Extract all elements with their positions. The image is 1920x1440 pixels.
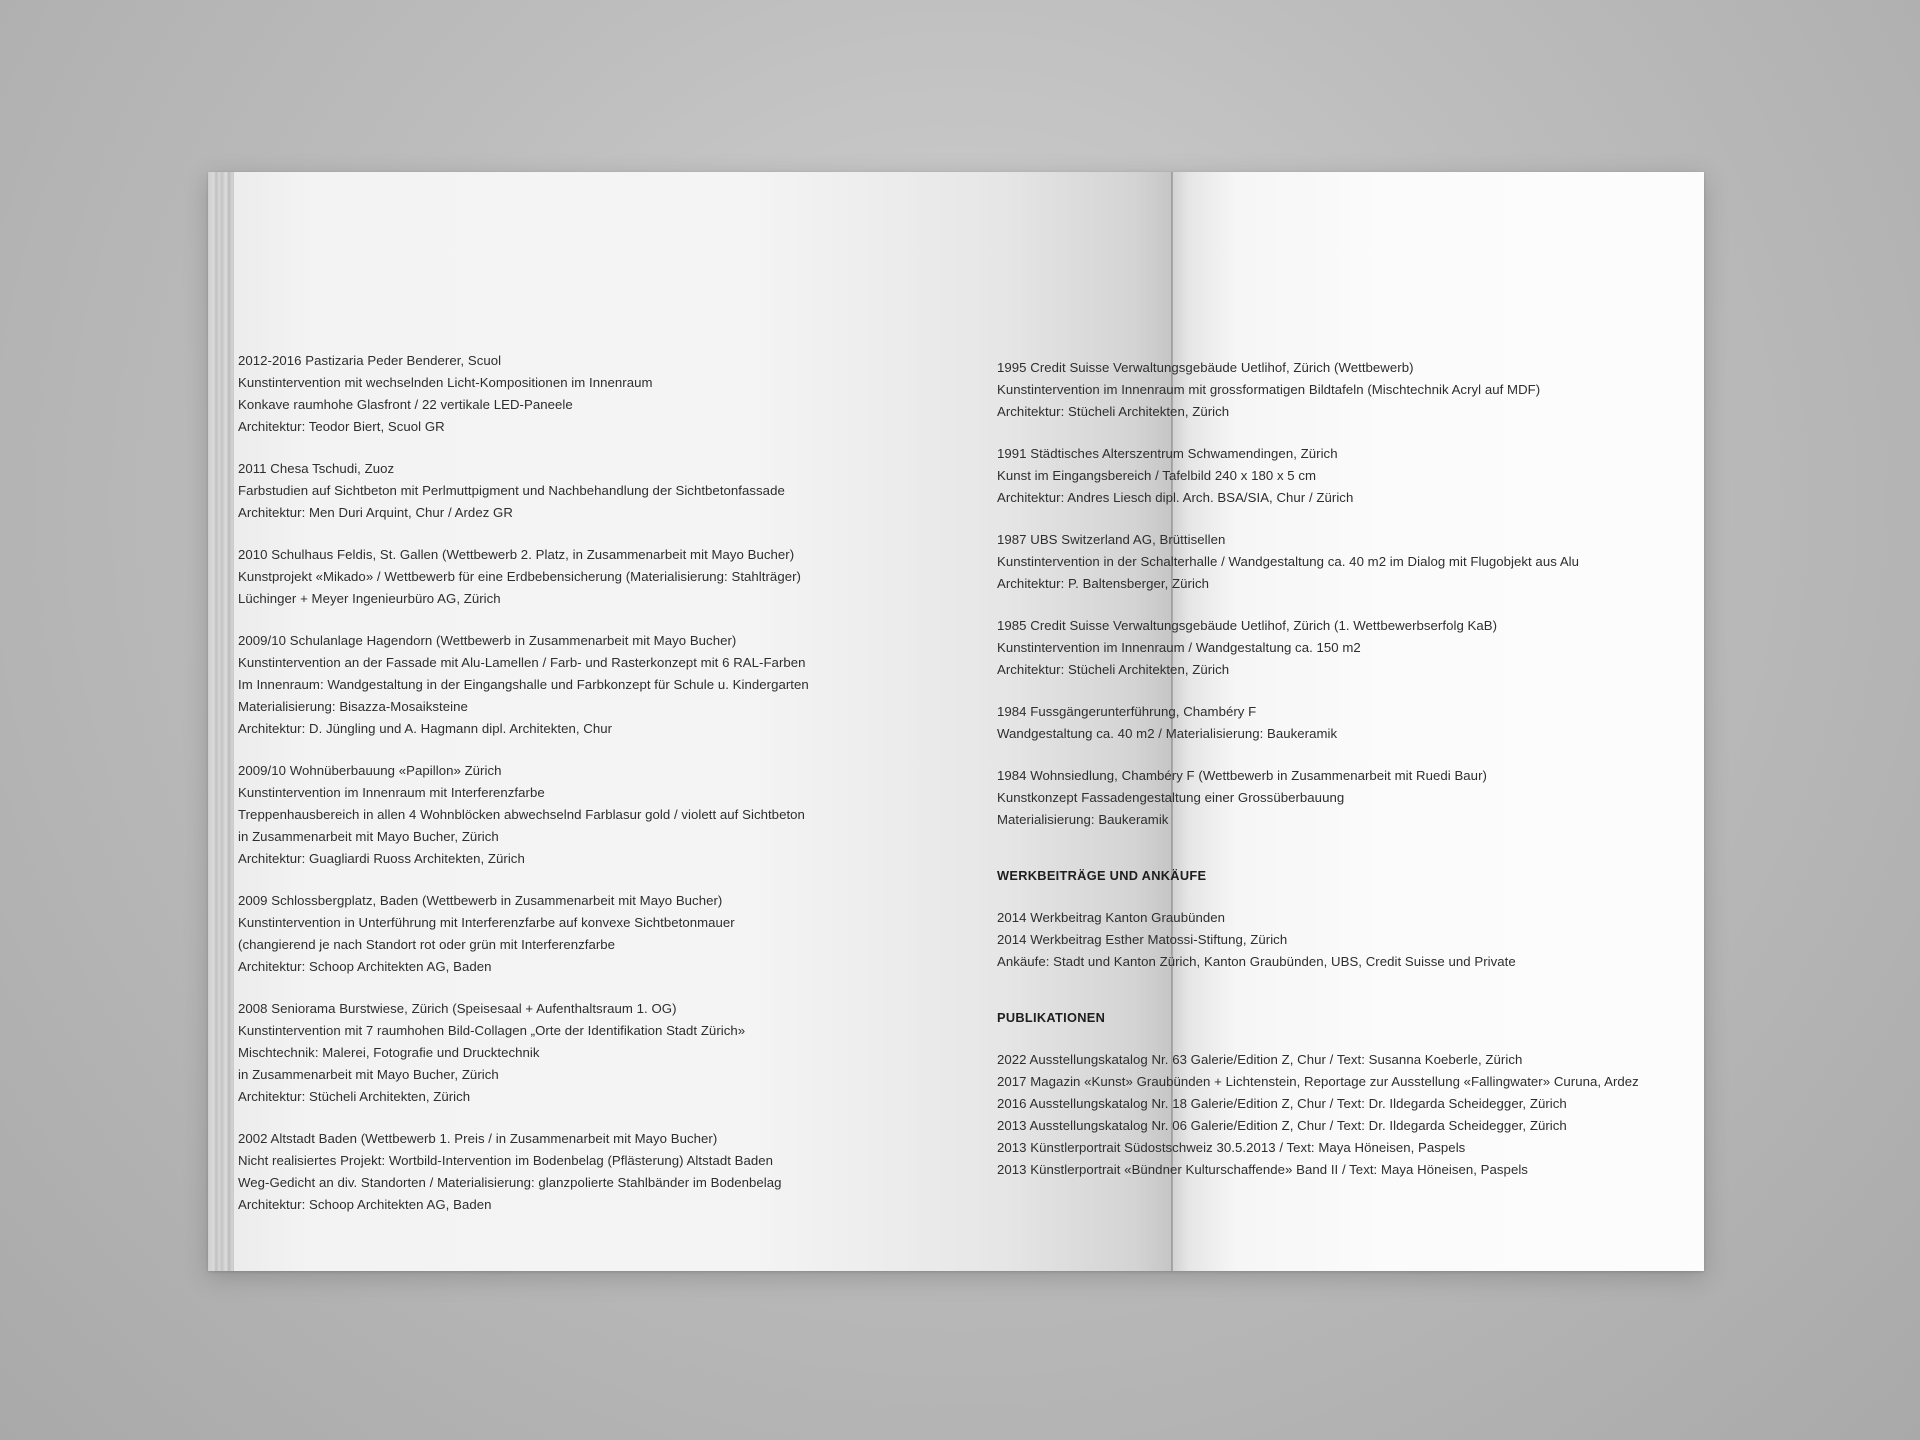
- entry-line: Materialisierung: Bisazza-Mosaiksteine: [238, 699, 468, 714]
- project-entry: [238, 544, 938, 610]
- entry-line: Kunstprojekt «Mikado» / Wettbewerb für eine Erdbebensicherung (Materialisierung: Stahlträger): [238, 569, 801, 584]
- entry-title: 2012-2016 Pastizaria Peder Benderer, Scuol: [238, 353, 502, 368]
- right-page-column: [997, 357, 1687, 1201]
- list-item: Ankäufe: Stadt und Kanton Zürich, Kanton Graubünden, UBS, Credit Suisse und Private: [997, 954, 1516, 969]
- entry-line: Weg-Gedicht an div. Standorten / Materialisierung: glanzpolierte Stahlbänder im Bodenbelag: [238, 1175, 782, 1190]
- entry-line: Im Innenraum: Wandgestaltung in der Eingangshalle und Farbkonzept für Schule u. Kindergarten: [238, 677, 809, 692]
- list-item: 2016 Ausstellungskatalog Nr. 18 Galerie/Edition Z, Chur / Text: Dr. Ildegarda Scheidegger, Zürich: [997, 1096, 1567, 1111]
- entry-line: Kunstintervention im Innenraum mit Interferenzfarbe: [238, 785, 545, 800]
- entry-line: Architektur: Schoop Architekten AG, Baden: [238, 1197, 492, 1212]
- entry-line: Kunstkonzept Fassadengestaltung einer Grossüberbauung: [997, 790, 1345, 805]
- project-entry: [997, 701, 1687, 745]
- project-entry: [238, 890, 938, 978]
- section-heading-werkbeitraege: WERKBEITRÄGE UND ANKÄUFE: [997, 868, 1207, 883]
- entry-line: Kunst im Eingangsbereich / Tafelbild 240 x 180 x 5 cm: [997, 468, 1317, 483]
- entry-title: 1995 Credit Suisse Verwaltungsgebäude Uetlihof, Zürich (Wettbewerb): [997, 360, 1414, 375]
- entry-line: Kunstintervention in der Schalterhalle / Wandgestaltung ca. 40 m2 im Dialog mit Flugobjekt aus Alu: [997, 554, 1580, 569]
- project-entry: [238, 998, 938, 1108]
- entry-title: 2009/10 Wohnüberbauung «Papillon» Zürich: [238, 763, 502, 778]
- list-item: 2013 Künstlerportrait «Bündner Kulturschaffende» Band II / Text: Maya Höneisen, Paspels: [997, 1162, 1528, 1177]
- entry-line: Wandgestaltung ca. 40 m2 / Materialisierung: Baukeramik: [997, 726, 1338, 741]
- entry-line: Materialisierung: Baukeramik: [997, 812, 1169, 827]
- page-stack-edge: [208, 172, 234, 1271]
- list-item: 2013 Künstlerportrait Südostschweiz 30.5.2013 / Text: Maya Höneisen, Paspels: [997, 1140, 1466, 1155]
- entry-line: Architektur: Men Duri Arquint, Chur / Ardez GR: [238, 505, 513, 520]
- entry-title: 2008 Seniorama Burstwiese, Zürich (Speisesaal + Aufenthaltsraum 1. OG): [238, 1001, 677, 1016]
- entry-line: Architektur: Andres Liesch dipl. Arch. BSA/SIA, Chur / Zürich: [997, 490, 1354, 505]
- left-page-column: [238, 350, 938, 1236]
- project-entry: [238, 1128, 938, 1216]
- entry-title: 1984 Wohnsiedlung, Chambéry F (Wettbewerb in Zusammenarbeit mit Ruedi Baur): [997, 768, 1487, 783]
- entry-title: 1984 Fussgängerunterführung, Chambéry F: [997, 704, 1257, 719]
- entry-line: Konkave raumhohe Glasfront / 22 vertikale LED-Paneele: [238, 397, 573, 412]
- entry-line: Farbstudien auf Sichtbeton mit Perlmuttpigment und Nachbehandlung der Sichtbetonfassade: [238, 483, 785, 498]
- entry-line: Kunstintervention mit 7 raumhohen Bild-Collagen „Orte der Identifikation Stadt Zürich»: [238, 1023, 746, 1038]
- entry-line: Architektur: D. Jüngling und A. Hagmann dipl. Architekten, Chur: [238, 721, 613, 736]
- entry-line: Architektur: P. Baltensberger, Zürich: [997, 576, 1209, 591]
- project-entry: [997, 765, 1687, 831]
- entry-line: Architektur: Schoop Architekten AG, Baden: [238, 959, 492, 974]
- entry-line: Architektur: Stücheli Architekten, Zürich: [238, 1089, 471, 1104]
- entry-title: 1985 Credit Suisse Verwaltungsgebäude Uetlihof, Zürich (1. Wettbewerbserfolg KaB): [997, 618, 1498, 633]
- project-entry: [997, 529, 1687, 595]
- entry-line: Kunstintervention an der Fassade mit Alu-Lamellen / Farb- und Rasterkonzept mit 6 RAL-Farben: [238, 655, 806, 670]
- entry-line: Kunstintervention mit wechselnden Licht-Kompositionen im Innenraum: [238, 375, 653, 390]
- project-entry: [238, 350, 938, 438]
- entry-line: Architektur: Stücheli Architekten, Zürich: [997, 662, 1230, 677]
- project-entry: [238, 760, 938, 870]
- project-entry: [238, 630, 938, 740]
- entry-title: 2010 Schulhaus Feldis, St. Gallen (Wettbewerb 2. Platz, in Zusammenarbeit mit Mayo Bucher): [238, 547, 795, 562]
- entry-title: 2002 Altstadt Baden (Wettbewerb 1. Preis / in Zusammenarbeit mit Mayo Bucher): [238, 1131, 718, 1146]
- section-heading-publikationen: PUBLIKATIONEN: [997, 1010, 1106, 1025]
- entry-line: Architektur: Guagliardi Ruoss Architekten, Zürich: [238, 851, 525, 866]
- list-item: 2013 Ausstellungskatalog Nr. 06 Galerie/Edition Z, Chur / Text: Dr. Ildegarda Scheidegger, Zürich: [997, 1118, 1567, 1133]
- list-item: 2014 Werkbeitrag Kanton Graubünden: [997, 910, 1225, 925]
- entry-line: Nicht realisiertes Projekt: Wortbild-Intervention im Bodenbelag (Pflästerung) Altstadt Baden: [238, 1153, 774, 1168]
- project-entry: [997, 615, 1687, 681]
- project-entry: [238, 458, 938, 524]
- entry-title: 2009/10 Schulanlage Hagendorn (Wettbewerb in Zusammenarbeit mit Mayo Bucher): [238, 633, 737, 648]
- entry-title: 1987 UBS Switzerland AG, Brüttisellen: [997, 532, 1226, 547]
- entry-title: 2011 Chesa Tschudi, Zuoz: [238, 461, 395, 476]
- werkbeitraege-list: [997, 907, 1687, 973]
- entry-line: Architektur: Teodor Biert, Scuol GR: [238, 419, 445, 434]
- entry-line: Mischtechnik: Malerei, Fotografie und Drucktechnik: [238, 1045, 540, 1060]
- entry-line: Kunstintervention im Innenraum / Wandgestaltung ca. 150 m2: [997, 640, 1361, 655]
- entry-title: 2009 Schlossbergplatz, Baden (Wettbewerb in Zusammenarbeit mit Mayo Bucher): [238, 893, 723, 908]
- project-entry: [997, 443, 1687, 509]
- entry-line: Treppenhausbereich in allen 4 Wohnblöcken abwechselnd Farblasur gold / violett auf Sichtbeton: [238, 807, 805, 822]
- project-entry: [997, 357, 1687, 423]
- entry-line: (changierend je nach Standort rot oder grün mit Interferenzfarbe: [238, 937, 616, 952]
- list-item: 2017 Magazin «Kunst» Graubünden + Lichtenstein, Reportage zur Ausstellung «Fallingwater» Curuna, Ardez: [997, 1074, 1639, 1089]
- entry-line: Architektur: Stücheli Architekten, Zürich: [997, 404, 1230, 419]
- entry-line: Kunstintervention in Unterführung mit Interferenzfarbe auf konvexe Sichtbetonmauer: [238, 915, 735, 930]
- entry-line: in Zusammenarbeit mit Mayo Bucher, Zürich: [238, 1067, 499, 1082]
- entry-line: in Zusammenarbeit mit Mayo Bucher, Zürich: [238, 829, 499, 844]
- entry-line: Lüchinger + Meyer Ingenieurbüro AG, Zürich: [238, 591, 501, 606]
- publikationen-list: [997, 1049, 1687, 1181]
- entry-line: Kunstintervention im Innenraum mit grossformatigen Bildtafeln (Mischtechnik Acryl auf MDF): [997, 382, 1541, 397]
- entry-title: 1991 Städtisches Alterszentrum Schwamendingen, Zürich: [997, 446, 1338, 461]
- list-item: 2014 Werkbeitrag Esther Matossi-Stiftung, Zürich: [997, 932, 1288, 947]
- list-item: 2022 Ausstellungskatalog Nr. 63 Galerie/Edition Z, Chur / Text: Susanna Koeberle, Zürich: [997, 1052, 1523, 1067]
